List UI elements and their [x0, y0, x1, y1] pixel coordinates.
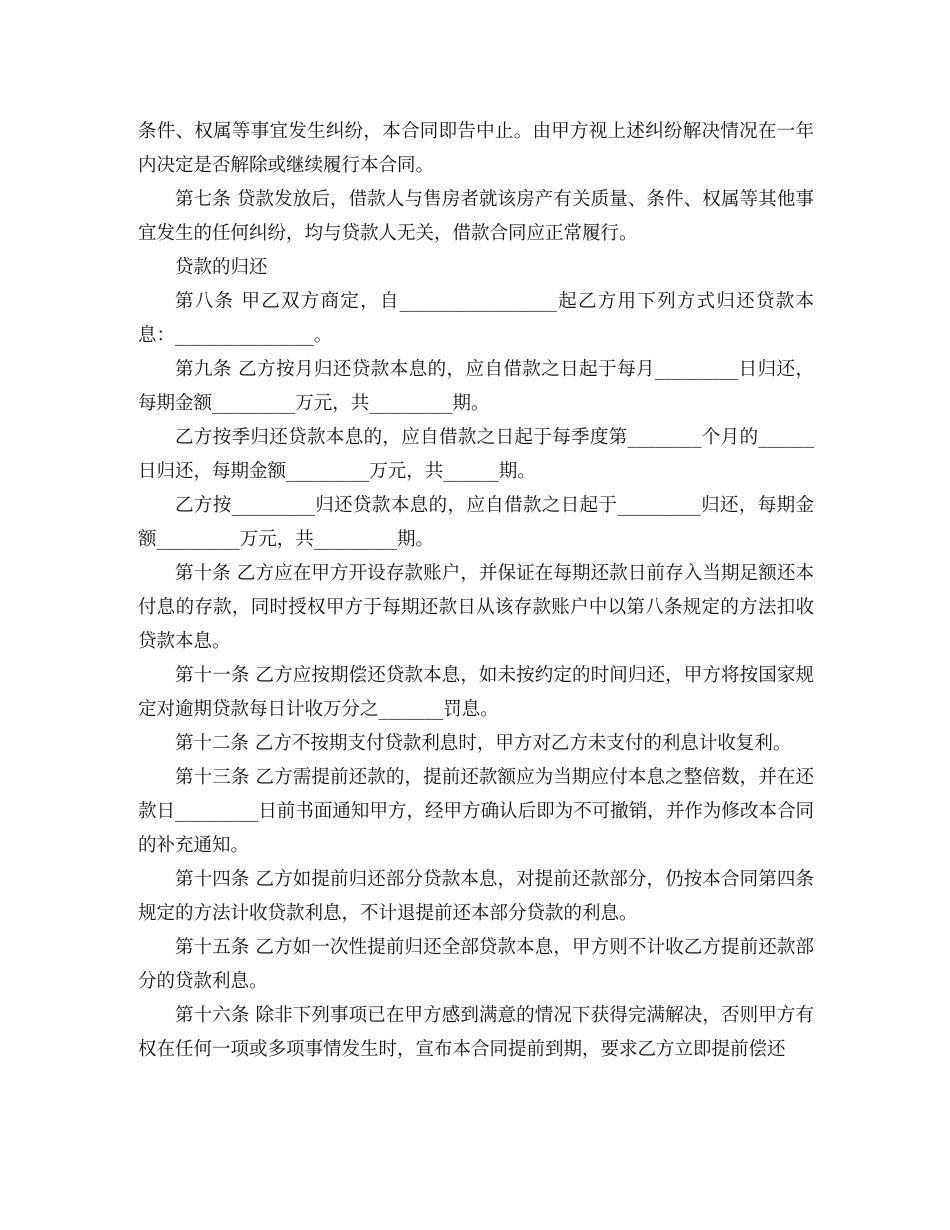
article-9-quarterly: 乙方按季归还贷款本息的，应自借款之日起于每季度第________个月的______日归还，每期金额_________万元，共______期。 — [138, 427, 814, 482]
article-12: 第十二条 乙方不按期支付贷款利息时，甲方对乙方未支付的利息计收复利。 — [175, 733, 792, 754]
article-16: 第十六条 除非下列事项已在甲方感到满意的情况下获得完满解决，否则甲方有权在任何一项或多项事情发生时，宣布本合同提前到期，要求乙方立即提前偿还 — [138, 1005, 814, 1060]
article-9: 第九条 乙方按月归还贷款本息的，应自借款之日起于每月_________日归还，每期金额_________万元，共_________期。 — [138, 359, 814, 414]
article-15: 第十五条 乙方如一次性提前归还全部贷款本息，甲方则不计收乙方提前还款部分的贷款利息。 — [138, 937, 814, 992]
article-13: 第十三条 乙方需提前还款的，提前还款额应为当期应付本息之整倍数，并在还款日_________日前书面通知甲方，经甲方确认后即为不可撤销，并作为修改本合同的补充通知。 — [138, 767, 814, 856]
article-11: 第十一条 乙方应按期偿还贷款本息，如未按约定的时间归还，甲方将按国家规定对逾期贷款每日计收万分之_______罚息。 — [138, 665, 814, 720]
article-10: 第十条 乙方应在甲方开设存款账户，并保证在每期还款日前存入当期足额还本付息的存款，同时授权甲方于每期还款日从该存款账户中以第八条规定的方法扣收贷款本息。 — [138, 563, 814, 652]
document-body — [138, 115, 814, 1067]
article-9-other: 乙方按_________归还贷款本息的，应自借款之日起于_________归还，每期金额_________万元，共_________期。 — [138, 495, 814, 550]
paragraph-continuation: 条件、权属等事宜发生纠纷，本合同即告中止。由甲方视上述纠纷解决情况在一年内决定是否解除或继续履行本合同。 — [138, 121, 814, 176]
section-heading-loan-repayment: 贷款的归还 — [175, 257, 268, 278]
article-14: 第十四条 乙方如提前归还部分贷款本息，对提前还款部分，仍按本合同第四条规定的方法计收贷款利息，不计退提前还本部分贷款的利息。 — [138, 869, 814, 924]
article-8: 第八条 甲乙双方商定，自_________________起乙方用下列方式归还贷款本息：_______________。 — [138, 291, 814, 346]
article-7: 第七条 贷款发放后，借款人与售房者就该房产有关质量、条件、权属等其他事宜发生的任何纠纷，均与贷款人无关，借款合同应正常履行。 — [138, 189, 814, 244]
